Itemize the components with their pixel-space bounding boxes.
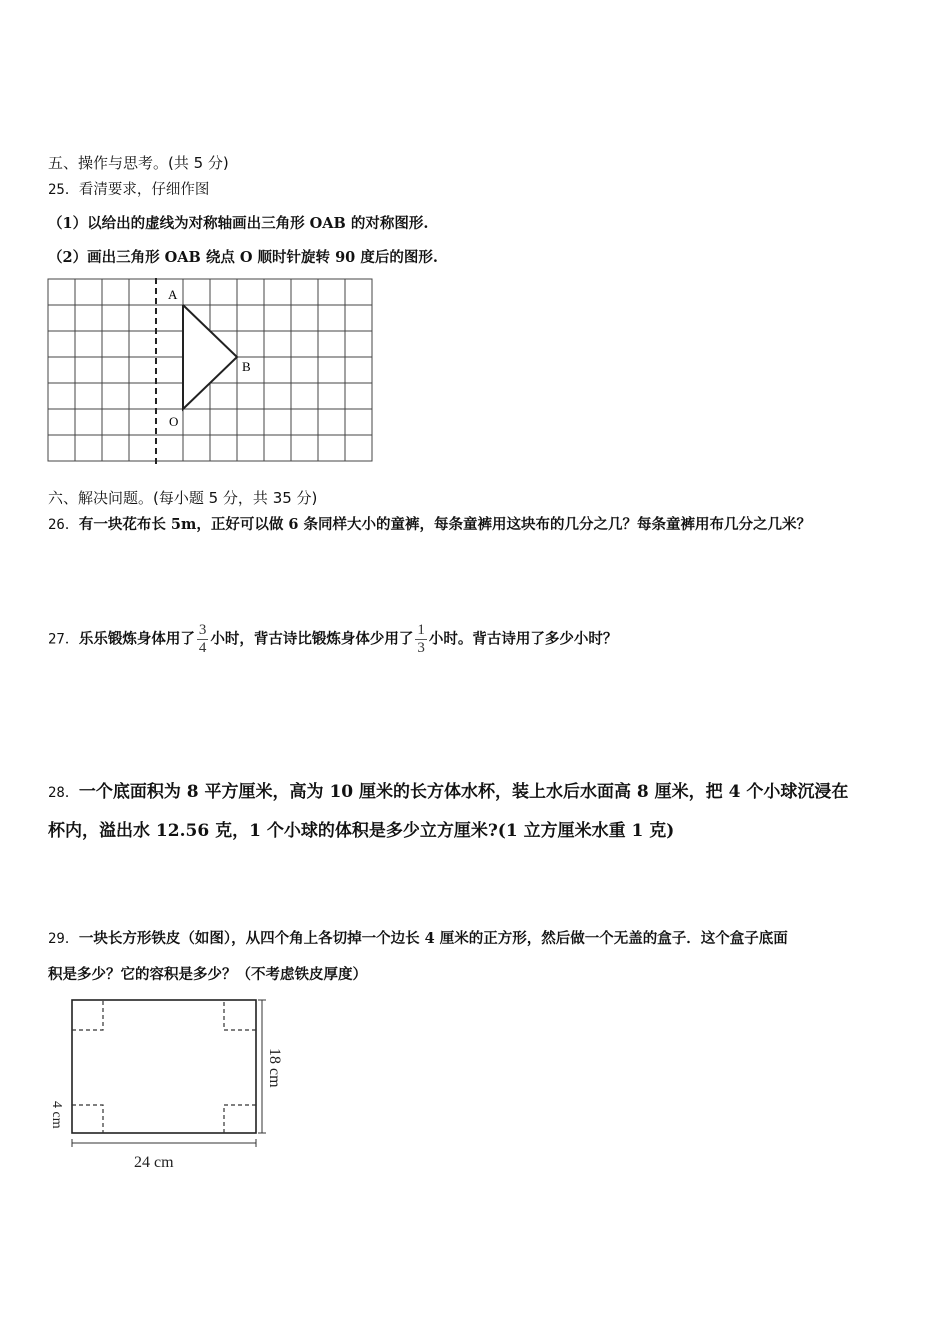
- question-25-part-1: （1）以给出的虚线为对称轴画出三角形 OAB 的对称图形.: [48, 215, 429, 232]
- height-label: 18 cm: [266, 1048, 283, 1088]
- sheet-metal-figure: [46, 995, 296, 1175]
- width-label: 24 cm: [134, 1154, 174, 1171]
- section-six-heading: 六、解决问题。(每小题 5 分，共 35 分): [48, 489, 318, 507]
- question-26-text: 有一块花布长 5m，正好可以做 6 条同样大小的童裤，每条童裤用这块布的几分之几？每条童裤用布几分之几米？: [78, 516, 812, 533]
- question-27-part-1: 乐乐锻炼身体用了: [78, 630, 195, 648]
- fraction-one-third: $\frac{1}{3}$: [417, 622, 425, 656]
- question-28-line-2: 杯内，溢出水 12.56 克，1 个小球的体积是多少立方厘米?(1 立方厘米水重 1 克): [48, 821, 675, 841]
- section-five-heading: 五、操作与思考。(共 5 分): [48, 154, 229, 172]
- question-25-text: 看清要求，仔细作图: [78, 182, 210, 198]
- corner-size-label: 4 cm: [49, 1101, 64, 1129]
- question-27: [48, 622, 617, 657]
- cut-corner-squares: [72, 1000, 256, 1133]
- question-27-part-2: 小时，背古诗比锻炼身体少用了: [210, 630, 414, 648]
- question-29-line-1: 29．一块长方形铁皮（如图），从四个角上各切掉一个边长 4 厘米的正方形，然后做一个无盖的盒子．这个盒子底面: [48, 930, 788, 947]
- label-o: O: [169, 414, 179, 429]
- question-28-line-1: 28．一个底面积为 8 平方厘米，高为 10 厘米的长方体水杯，装上水后水面高 8 厘米，把 4 个小球沉浸在: [48, 782, 849, 802]
- question-25: [48, 178, 209, 199]
- question-25-part-2: （2）画出三角形 OAB 绕点 O 顺时针旋转 90 度后的图形.: [48, 249, 438, 266]
- question-29-number: 29．: [48, 931, 79, 947]
- question-25-number: 25．: [48, 182, 79, 198]
- fraction-three-quarters: $\frac{3}{4}$: [198, 622, 207, 656]
- question-27-part-3: 小时。背古诗用了多少小时？: [428, 630, 618, 648]
- question-28-number: 28．: [48, 785, 79, 801]
- metal-sheet-outline: [72, 1000, 256, 1133]
- label-b: B: [242, 359, 251, 374]
- question-29-line-2: 积是多少？它的容积是多少？（不考虑铁皮厚度）: [48, 966, 367, 983]
- question-27-number: 27．: [48, 631, 79, 648]
- label-a: A: [168, 287, 178, 302]
- grid-figure: [46, 278, 376, 468]
- question-26-number: 26．: [48, 517, 79, 533]
- question-26: [48, 513, 811, 534]
